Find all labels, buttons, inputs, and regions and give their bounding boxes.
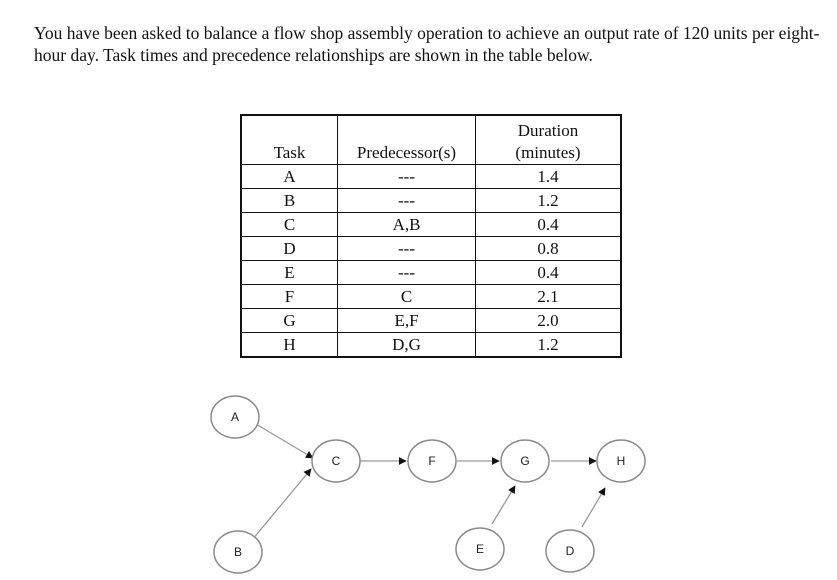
table-row: [241, 165, 621, 189]
header-duration-line1: Duration: [517, 121, 579, 140]
task-cell: G: [241, 309, 338, 333]
table-row: [241, 309, 621, 333]
table-row: [241, 333, 621, 358]
edge-a-c: [256, 424, 313, 458]
node-h-label: H: [616, 454, 626, 468]
duration-cell: 1.4: [476, 165, 622, 189]
header-duration-line2: (minutes): [515, 143, 581, 162]
table-row: [241, 285, 621, 309]
table-row: [241, 189, 621, 213]
task-cell: A: [241, 165, 338, 189]
task-cell: C: [241, 213, 338, 237]
task-cell: B: [241, 189, 338, 213]
node-b-label: B: [233, 545, 243, 559]
task-cell: E: [241, 261, 338, 285]
task-table: [240, 114, 622, 358]
table-row: [241, 237, 621, 261]
edge-d-h: [582, 488, 605, 527]
predecessor-cell: ---: [338, 165, 476, 189]
predecessor-cell: C: [338, 285, 476, 309]
duration-cell: 0.4: [476, 213, 622, 237]
duration-cell: 1.2: [476, 189, 622, 213]
node-c: [312, 440, 360, 482]
node-d-label: D: [565, 544, 575, 558]
duration-cell: 2.0: [476, 309, 622, 333]
header-predecessors: Predecessor(s): [338, 115, 476, 165]
task-cell: H: [241, 333, 338, 358]
table-row: [241, 213, 621, 237]
predecessor-cell: A,B: [338, 213, 476, 237]
predecessor-cell: ---: [338, 237, 476, 261]
node-g: [501, 440, 549, 482]
edge-e-g: [492, 486, 515, 524]
task-cell: F: [241, 285, 338, 309]
predecessor-cell: ---: [338, 261, 476, 285]
duration-cell: 0.4: [476, 261, 622, 285]
node-d: [546, 530, 594, 572]
node-g-label: G: [520, 454, 530, 468]
table-row: [241, 261, 621, 285]
precedence-diagram: [0, 380, 837, 580]
node-c-label: C: [331, 454, 341, 468]
edge-b-c: [252, 469, 311, 540]
node-a-label: A: [230, 410, 240, 424]
node-e-label: E: [475, 542, 485, 556]
header-task: Task: [241, 115, 338, 165]
duration-cell: 1.2: [476, 333, 622, 358]
node-b: [214, 531, 262, 573]
node-h: [597, 440, 645, 482]
duration-cell: 2.1: [476, 285, 622, 309]
node-e: [456, 528, 504, 570]
node-f-label: F: [428, 454, 436, 468]
node-f: [408, 440, 456, 482]
predecessor-cell: E,F: [338, 309, 476, 333]
predecessor-cell: D,G: [338, 333, 476, 358]
problem-statement: You have been asked to balance a flow shop assembly operation to achieve an output rate of 120 units per eight-hour day. Task times and precedence relationships are shown in the table below.: [34, 23, 820, 65]
header-duration: [476, 115, 622, 165]
duration-cell: 0.8: [476, 237, 622, 261]
node-a: [211, 396, 259, 438]
task-cell: D: [241, 237, 338, 261]
predecessor-cell: ---: [338, 189, 476, 213]
table-header-row: [241, 115, 621, 165]
